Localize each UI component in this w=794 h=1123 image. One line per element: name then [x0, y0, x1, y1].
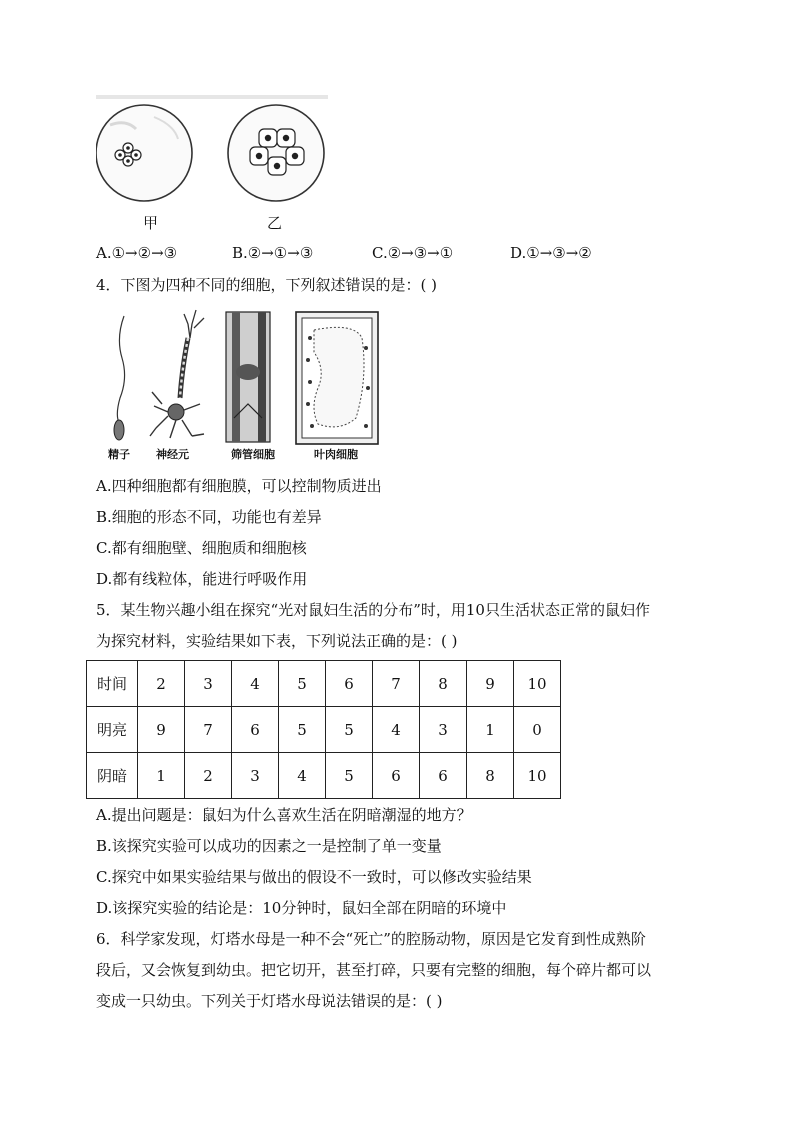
q5-option-d: D.该探究实验的结论是：10分钟时，鼠妇全部在阴暗的环境中	[96, 899, 507, 917]
table-cell: 6	[373, 753, 420, 799]
dish-jia	[96, 105, 192, 201]
q4-option-b: B.细胞的形态不同，功能也有差异	[96, 508, 322, 526]
table-cell: 8	[467, 753, 514, 799]
table-cell: 6	[420, 753, 467, 799]
q4-option-a: A.四种细胞都有细胞膜，可以控制物质进出	[96, 477, 382, 495]
four-cells-figure	[104, 308, 384, 460]
table-row	[87, 707, 561, 753]
q3-option-d: D.①→③→②	[510, 244, 592, 262]
table-cell: 9	[138, 707, 185, 753]
q5-option-b: B.该探究实验可以成功的因素之一是控制了单一变量	[96, 837, 442, 855]
row-label-bright: 明亮	[87, 707, 138, 753]
table-cell: 7	[373, 661, 420, 707]
woodlouse-results-table	[86, 660, 561, 799]
dish-yi	[228, 105, 324, 201]
q6-stem-line3: 变成一只幼虫。下列关于灯塔水母说法错误的是：( )	[96, 992, 443, 1010]
table-cell: 6	[326, 661, 373, 707]
q5-option-c: C.探究中如果实验结果与做出的假设不一致时，可以修改实验结果	[96, 868, 532, 886]
cell-label-mesophyll: 叶肉细胞	[314, 448, 358, 461]
q3-option-c: C.②→③→①	[372, 244, 454, 262]
table-cell: 10	[514, 661, 561, 707]
table-cell: 5	[326, 707, 373, 753]
sperm-drawing	[114, 316, 125, 440]
figure-label-jia: 甲	[143, 214, 159, 232]
table-cell: 4	[232, 661, 279, 707]
neuron-drawing	[150, 310, 204, 438]
q5-stem-line1: 5．某生物兴趣小组在探究“光对鼠妇生活的分布”时，用10只生活状态正常的鼠妇作	[96, 601, 650, 619]
table-cell: 10	[514, 753, 561, 799]
table-cell: 8	[420, 661, 467, 707]
row-label-dark: 阴暗	[87, 753, 138, 799]
q5-option-a: A.提出问题是：鼠妇为什么喜欢生活在阴暗潮湿的地方？	[96, 806, 472, 824]
cell-label-neuron: 神经元	[156, 448, 189, 461]
q4-stem: 4．下图为四种不同的细胞，下列叙述错误的是：( )	[96, 276, 438, 294]
cell-label-sperm: 精子	[108, 448, 130, 461]
q6-stem-line1: 6．科学家发现，灯塔水母是一种不会“死亡”的腔肠动物，原因是它发育到性成熟阶	[96, 930, 646, 948]
row-label-time: 时间	[87, 661, 138, 707]
cell-label-sieve-tube: 筛管细胞	[231, 448, 275, 461]
table-cell: 1	[467, 707, 514, 753]
table-cell: 4	[373, 707, 420, 753]
table-cell: 5	[279, 707, 326, 753]
table-row	[87, 753, 561, 799]
sieve-tube-drawing	[226, 312, 270, 442]
table-cell: 9	[467, 661, 514, 707]
table-cell: 2	[185, 753, 232, 799]
q3-option-b: B.②→①→③	[232, 244, 314, 262]
table-row	[87, 661, 561, 707]
table-cell: 3	[232, 753, 279, 799]
mesophyll-cell-drawing	[296, 312, 378, 444]
table-cell: 5	[279, 661, 326, 707]
table-cell: 2	[138, 661, 185, 707]
table-cell: 5	[326, 753, 373, 799]
q4-option-d: D.都有线粒体，能进行呼吸作用	[96, 570, 308, 588]
table-cell: 3	[420, 707, 467, 753]
q5-stem-line2: 为探究材料，实验结果如下表，下列说法正确的是：( )	[96, 632, 458, 650]
table-cell: 7	[185, 707, 232, 753]
q6-stem-line2: 段后，又会恢复到幼虫。把它切开，甚至打碎，只要有完整的细胞，每个碎片都可以	[96, 961, 652, 979]
table-cell: 6	[232, 707, 279, 753]
q4-option-c: C.都有细胞壁、细胞质和细胞核	[96, 539, 307, 557]
table-cell: 0	[514, 707, 561, 753]
table-cell: 3	[185, 661, 232, 707]
cell-division-figure	[96, 95, 328, 205]
table-cell: 1	[138, 753, 185, 799]
figure-label-yi: 乙	[267, 214, 283, 232]
q3-option-a: A.①→②→③	[96, 244, 178, 262]
table-cell: 4	[279, 753, 326, 799]
